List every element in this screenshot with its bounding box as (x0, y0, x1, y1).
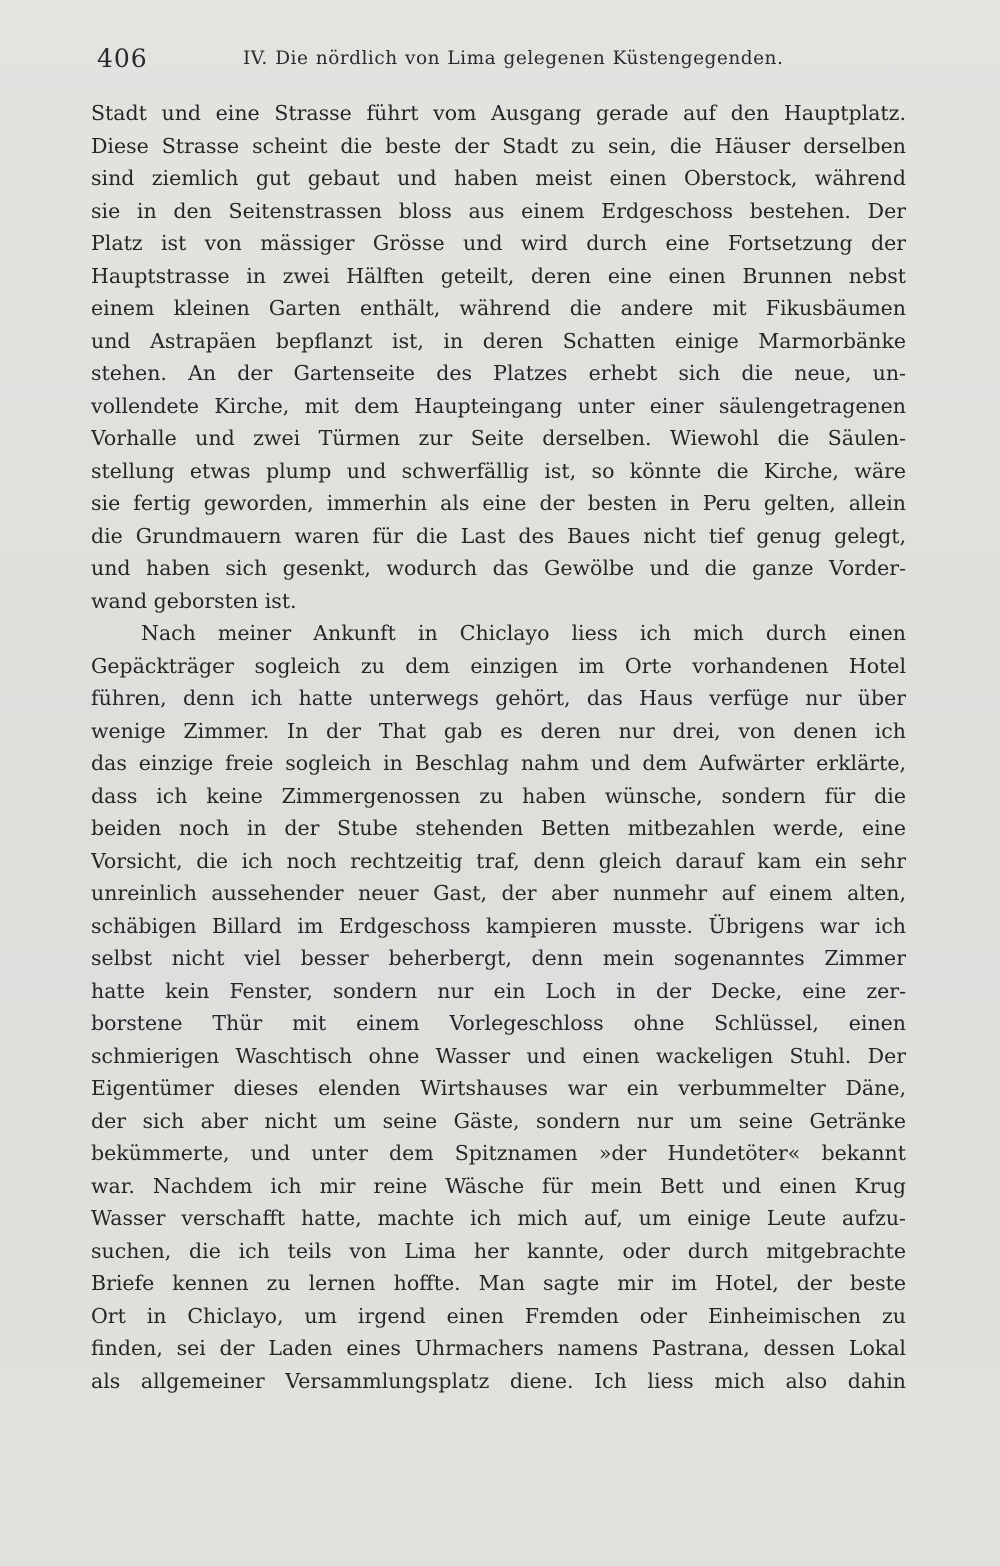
text-line: Nach meiner Ankunft in Chiclayo liess ich mich durch einen (141, 621, 906, 645)
page-number: 406 (97, 44, 148, 73)
text-line: wand geborsten ist. (91, 588, 297, 613)
text-line: Stadt und eine Strasse führt vom Ausgang gerade auf den Hauptplatz. (91, 101, 906, 125)
running-head: IV. Die nördlich von Lima gelegenen Küstengegenden. (243, 48, 784, 69)
text-line: unreinlich aussehender neuer Gast, der aber nunmehr auf einem alten, (91, 881, 906, 905)
text-line: schmierigen Waschtisch ohne Wasser und einen wackeligen Stuhl. Der (91, 1043, 906, 1068)
text-line: Diese Strasse scheint die beste der Stadt zu sein, die Häuser derselben (91, 133, 906, 158)
text-line: sind ziemlich gut gebaut und haben meist einen Oberstock, während (91, 166, 906, 190)
text-line: Briefe kennen zu lernen hoffte. Man sagte mir im Hotel, der beste (91, 1271, 906, 1295)
text-line: sie fertig geworden, immerhin als eine der besten in Peru gelten, allein (91, 491, 906, 515)
text-line: als allgemeiner Versammlungsplatz diene. Ich liess mich also dahin (91, 1368, 906, 1393)
text-line: suchen, die ich teils von Lima her kannte, oder durch mitgebrachte (91, 1238, 906, 1263)
paragraph-1 (91, 97, 906, 617)
text-line: vollendete Kirche, mit dem Haupteingang unter einer säulengetragenen (91, 393, 906, 418)
text-line: Wasser verschafft hatte, machte ich mich auf, um einige Leute aufzu- (91, 1206, 906, 1230)
text-line: führen, denn ich hatte unterwegs gehört, das Haus verfüge nur über (91, 686, 906, 710)
text-line: und Astrapäen bepflanzt ist, in deren Schatten einige Marmorbänke (91, 328, 906, 353)
text-line: das einzige freie sogleich in Beschlag nahm und dem Aufwärter erklärte, (91, 751, 906, 775)
text-line: Vorhalle und zwei Türmen zur Seite derselben. Wiewohl die Säulen- (91, 426, 906, 450)
text-line: Ort in Chiclayo, um irgend einen Fremden oder Einheimischen zu (91, 1303, 906, 1328)
text-line: stehen. An der Gartenseite des Platzes erhebt sich die neue, un- (91, 361, 906, 385)
text-line: Vorsicht, die ich noch rechtzeitig traf, denn gleich darauf kam ein sehr (91, 848, 906, 873)
text-line: wenige Zimmer. In der That gab es deren nur drei, von denen ich (91, 718, 906, 743)
page-header (97, 44, 907, 78)
text-line: stellung etwas plump und schwerfällig ist, so könnte die Kirche, wäre (91, 458, 906, 483)
text-line: Hauptstrasse in zwei Hälften geteilt, deren eine einen Brunnen nebst (91, 263, 906, 288)
text-line: und haben sich gesenkt, wodurch das Gewölbe und die ganze Vorder- (91, 556, 906, 580)
text-line: die Grundmauern waren für die Last des Baues nicht tief genug gelegt, (91, 523, 906, 548)
text-line: hatte kein Fenster, sondern nur ein Loch in der Decke, eine zer- (91, 978, 906, 1003)
text-line: Platz ist von mässiger Grösse und wird durch eine Fortsetzung der (91, 231, 906, 255)
text-line: Eigentümer dieses elenden Wirtshauses war ein verbummelter Däne, (91, 1076, 906, 1100)
paragraph-2 (91, 617, 906, 1397)
text-line: dass ich keine Zimmergenossen zu haben wünsche, sondern für die (91, 783, 906, 808)
text-line: schäbigen Billard im Erdgeschoss kampieren musste. Übrigens war ich (91, 913, 906, 938)
text-line: beiden noch in der Stube stehenden Betten mitbezahlen werde, eine (91, 816, 906, 840)
body-text (91, 97, 906, 1397)
text-line: bekümmerte, und unter dem Spitznamen »der Hundetöter« bekannt (91, 1141, 906, 1165)
text-line: war. Nachdem ich mir reine Wäsche für mein Bett und einen Krug (91, 1173, 906, 1198)
text-line: borstene Thür mit einem Vorlegeschloss ohne Schlüssel, einen (91, 1011, 906, 1035)
text-line: Gepäckträger sogleich zu dem einzigen im Orte vorhandenen Hotel (91, 653, 906, 678)
text-line: einem kleinen Garten enthält, während die andere mit Fikusbäumen (91, 296, 906, 320)
text-line: selbst nicht viel besser beherbergt, denn mein sogenanntes Zimmer (91, 946, 906, 970)
text-line: der sich aber nicht um seine Gäste, sondern nur um seine Getränke (91, 1108, 906, 1133)
text-line: finden, sei der Laden eines Uhrmachers namens Pastrana, dessen Lokal (91, 1336, 906, 1360)
text-line: sie in den Seitenstrassen bloss aus einem Erdgeschoss bestehen. Der (91, 198, 906, 223)
